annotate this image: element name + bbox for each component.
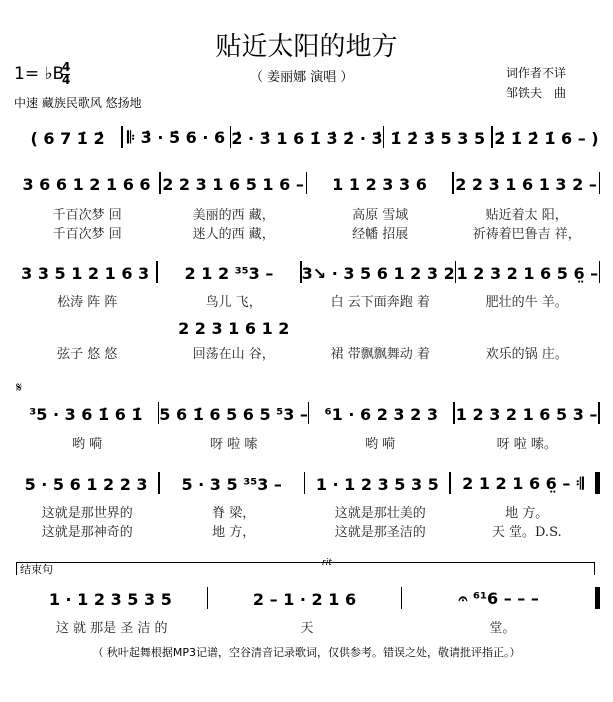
measure: 5 · 5 6 1 2 2 3: [24, 475, 148, 494]
lyric-segment: 肥壮的牛 羊。: [485, 295, 568, 310]
lyric-segment: 天: [300, 621, 314, 636]
lyric-segment: 脊 梁，: [212, 506, 256, 521]
ending-bracket: [16, 562, 595, 575]
singer: （ 姜丽娜 演唱 ）: [250, 70, 354, 85]
lyric-line: [14, 522, 600, 540]
measure: 1 2 3 2 1 6 5 3 –: [455, 405, 598, 424]
measure: 3 6 6 1 2 1 6 6: [22, 175, 151, 194]
lyric-segment: 贴近着太 阳，: [485, 208, 568, 223]
lyric-segment: 这就是那壮美的: [334, 506, 426, 521]
lyric-segment: 呀 啦 嗦: [210, 437, 258, 452]
lyric-segment: 松涛 阵 阵: [57, 295, 118, 310]
lyric-segment: 天 堂。D.S.: [491, 525, 562, 540]
measure: 3 3 5 1 2 1 6 3: [21, 264, 150, 283]
measure: 2 1 2 1 6 6̤ – 𝄇: [462, 474, 584, 493]
lyric-line: [14, 503, 600, 521]
final-bar-line: [595, 587, 600, 609]
lyric-segment: 裙 带飘飘舞动 着: [330, 347, 430, 362]
bar-line: [598, 402, 600, 424]
measure: ( 6 7 1̇ 2̇: [30, 129, 105, 148]
lyric-line: [14, 205, 600, 223]
lyric-segment: 地 方。: [505, 506, 549, 521]
measure: 𝄐 ⁶¹6 – – –: [458, 589, 539, 608]
measure: 5 6 1̇ 6 5 6 5 ⁵3 –: [159, 405, 308, 424]
notation-line: [14, 316, 600, 338]
lyric-segment: 欢乐的锅 庄。: [485, 347, 568, 362]
segno-icon: 𝄋: [16, 380, 23, 396]
measure: 2 2 3 1 6 1 3 2 –: [455, 175, 597, 194]
lyric-segment: 千百次梦 回: [52, 208, 122, 223]
time-signature-bottom: 4: [62, 73, 71, 87]
lyric-segment: 哟 嗬: [72, 437, 103, 452]
ending-label: 结束句: [20, 563, 53, 576]
lyric-segment: 高原 雪域: [352, 208, 409, 223]
lyric-segment: 千百次梦 回: [52, 227, 122, 242]
lyric-segment: 祈祷着巴鲁吉 祥，: [472, 227, 581, 242]
bar-line: [599, 261, 601, 283]
lyric-segment: 白 云下面奔跑 着: [330, 295, 430, 310]
tempo-marking: 中速 藏族民歌风 悠扬地: [14, 96, 142, 110]
notation-line: [14, 587, 600, 609]
lyric-segment: 经幡 招展: [352, 227, 409, 242]
notation-line: [14, 172, 600, 194]
measure: 2 1 2 ³⁵3 –: [184, 264, 274, 283]
song-title: 贴近太阳的地方: [215, 32, 398, 62]
lyric-segment: 鸟儿 飞，: [205, 295, 262, 310]
footnote: （ 秋叶起舞根据MP3记谱，空谷清音记录歌词，仅供参考。错误之处，敬请批评指正。）: [92, 646, 521, 659]
lyric-segment: 呀 啦 嗦。: [496, 437, 557, 452]
lyric-segment: 这 就 那是 圣 洁 的: [55, 621, 168, 636]
measure: ³5 · 3 6 1̇ 6 1̇: [29, 405, 143, 424]
bar-line: [595, 472, 600, 494]
measure: 5 · 3 5 ³⁵3 –: [181, 475, 282, 494]
lyric-segment: 弦子 悠 悠: [57, 347, 118, 362]
lyric-line: [14, 434, 600, 452]
measure: 2 2 3 1 6 5 1 6 –: [162, 175, 304, 194]
key-signature: 1= ♭B: [14, 64, 65, 84]
measure: 1 · 1 2 3 5 3 5: [48, 590, 172, 609]
lyric-segment: 这就是那圣洁的: [334, 525, 426, 540]
lyric-segment: 地 方，: [212, 525, 256, 540]
time-signature-top: 4: [62, 60, 71, 74]
lyricist: 词作者不详: [506, 66, 567, 80]
measure: 2̇ 1̇ 2̇ 1̇ 6 – ): [494, 129, 599, 148]
lyric-segment: 哟 嗬: [365, 437, 396, 452]
measure: 2̇ · 3̇ 1 6 1̇ 3̇ 2̇ · 3̇: [231, 129, 383, 148]
measure: 1̇ 2̇ 3̇ 5 3 5: [390, 129, 486, 148]
measure: 3↘ · 3 5 6 1 2 3 2: [301, 264, 455, 283]
ritardando-mark: rit: [322, 558, 332, 568]
notation-line: [14, 261, 600, 283]
measure: 2 2 3 1 6 1 2: [178, 319, 290, 338]
time-signature: [62, 62, 70, 86]
lyric-segment: 回荡在山 谷，: [192, 347, 275, 362]
credits: [506, 63, 566, 103]
lyric-segment: 迷人的西 藏，: [192, 227, 275, 242]
lyric-line: [14, 224, 600, 242]
lyric-line: [14, 344, 600, 362]
notation-line: [14, 472, 600, 494]
notation-line: [14, 126, 600, 148]
notation-line: [14, 402, 600, 424]
measure: 1 2 3 2 1 6 5 6̤ –: [456, 264, 599, 283]
lyric-line: [14, 618, 600, 636]
measure: ⁶1 · 6 2 3 2 3: [324, 405, 438, 424]
lyric-segment: 堂。: [489, 621, 516, 636]
lyric-segment: 这就是那世界的: [41, 506, 133, 521]
composer: 邹铁夫 曲: [506, 86, 567, 100]
measure: 1 1 2 3 3 6: [332, 175, 427, 194]
lyric-segment: 美丽的西 藏，: [192, 208, 275, 223]
measure: 1 · 1 2 3 5 3 5: [315, 475, 439, 494]
bar-line: [599, 172, 601, 194]
measure: 𝄆 3̇ · 5̇ 6 · 6: [127, 128, 226, 147]
lyric-segment: 这就是那神奇的: [41, 525, 133, 540]
measure: 2 – 1 · 2 1 6: [252, 590, 357, 609]
lyric-line: [14, 292, 600, 310]
